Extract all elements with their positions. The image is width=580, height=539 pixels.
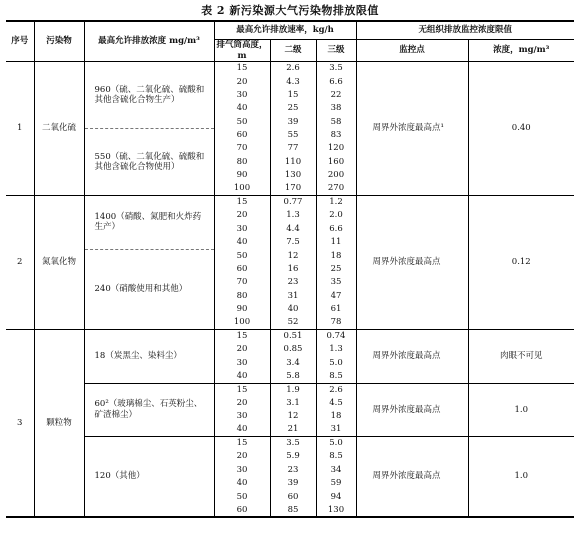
level3-rate-cell: 130 (316, 504, 356, 517)
stack-height-cell: 20 (214, 450, 270, 463)
level3-rate-cell: 2.0 (316, 209, 356, 222)
stack-height-cell: 15 (214, 62, 270, 75)
stack-height-cell: 50 (214, 490, 270, 503)
stack-height-cell: 100 (214, 316, 270, 329)
level2-rate-cell: 170 (270, 182, 316, 195)
col-seq-header: 序号 (6, 21, 34, 62)
monitor-point-cell: 周界外浓度最高点 (356, 330, 468, 384)
stack-height-cell: 50 (214, 249, 270, 262)
stack-height-cell: 80 (214, 289, 270, 302)
level3-rate-cell: 120 (316, 142, 356, 155)
concentration-cell: 肉眼不可见 (499, 351, 543, 362)
level3-rate-cell: 34 (316, 463, 356, 476)
level2-rate-cell: 5.8 (270, 370, 316, 383)
pollutant-cell: 颗粒物 (34, 330, 84, 517)
col-monitor-point-header: 监控点 (356, 40, 468, 62)
level2-rate-cell: 60 (270, 490, 316, 503)
monitor-point-cell: 周界外浓度最高点 (356, 437, 468, 517)
level2-rate-cell: 130 (270, 169, 316, 182)
stack-height-cell: 90 (214, 303, 270, 316)
level2-rate-cell: 1.9 (270, 383, 316, 396)
level2-rate-cell: 39 (270, 115, 316, 128)
level3-rate-cell: 83 (316, 129, 356, 142)
level3-rate-cell: 31 (316, 423, 356, 436)
monitor-point-cell: 周界外浓度最高点¹ (356, 62, 468, 196)
level3-rate-cell: 160 (316, 155, 356, 168)
level2-rate-cell: 15 (270, 89, 316, 102)
stack-height-cell: 30 (214, 356, 270, 369)
level2-rate-cell: 0.51 (270, 330, 316, 343)
stack-height-cell: 60 (214, 129, 270, 142)
level3-rate-cell: 94 (316, 490, 356, 503)
max-conc-cell: 60²（玻璃棉尘、石英粉尘、矿渣棉尘） (84, 383, 214, 437)
header-row-1 (6, 21, 574, 40)
level3-rate-cell: 2.6 (316, 383, 356, 396)
level2-rate-cell: 21 (270, 423, 316, 436)
seq-cell: 3 (6, 330, 34, 517)
stack-height-cell: 50 (214, 115, 270, 128)
level2-rate-cell: 85 (270, 504, 316, 517)
stack-height-cell: 20 (214, 343, 270, 356)
level3-rate-cell: 47 (316, 289, 356, 302)
concentration-cell: 1.0 (514, 471, 529, 482)
monitor-point-cell: 周界外浓度最高点 (356, 196, 468, 330)
concentration-cell: 0.40 (511, 123, 531, 134)
level2-rate-cell: 2.6 (270, 62, 316, 75)
level2-rate-cell: 52 (270, 316, 316, 329)
col-level3-header: 三级 (316, 40, 356, 62)
level2-rate-cell: 55 (270, 129, 316, 142)
level2-rate-cell: 3.4 (270, 356, 316, 369)
level2-rate-cell: 40 (270, 303, 316, 316)
level3-rate-cell: 25 (316, 263, 356, 276)
level3-rate-cell: 8.5 (316, 370, 356, 383)
table-title: 表 2 新污染源大气污染物排放限值 (201, 4, 379, 17)
level3-rate-cell: 78 (316, 316, 356, 329)
col-concentration-header: 浓度，mg/m³ (493, 45, 550, 56)
seq-cell: 2 (6, 196, 34, 330)
monitor-point-cell: 周界外浓度最高点 (356, 383, 468, 437)
stack-height-cell: 70 (214, 142, 270, 155)
level2-rate-cell: 5.9 (270, 450, 316, 463)
level2-rate-cell: 4.4 (270, 222, 316, 235)
col-max-rate-header: 最高允许排放速率，kg/h (214, 21, 356, 40)
level3-rate-cell: 5.0 (316, 356, 356, 369)
level3-rate-cell: 0.74 (316, 330, 356, 343)
stack-height-cell: 40 (214, 423, 270, 436)
level3-rate-cell: 1.3 (316, 343, 356, 356)
stack-height-cell: 60 (214, 504, 270, 517)
stack-height-cell: 20 (214, 75, 270, 88)
max-conc-cell: 550（硫、二氧化硫、硫酸和其他含硫化合物使用） (84, 129, 214, 196)
level2-rate-cell: 7.5 (270, 236, 316, 249)
col-max-conc-header: 最高允许排放浓度 mg/m³ (84, 21, 214, 62)
level3-rate-cell: 270 (316, 182, 356, 195)
level3-rate-cell: 18 (316, 249, 356, 262)
level3-rate-cell: 11 (316, 236, 356, 249)
level2-rate-cell: 12 (270, 410, 316, 423)
stack-height-cell: 100 (214, 182, 270, 195)
max-conc-cell: 120（其他） (84, 437, 214, 517)
level3-rate-cell: 35 (316, 276, 356, 289)
level2-rate-cell: 3.5 (270, 437, 316, 450)
stack-height-cell: 30 (214, 222, 270, 235)
stack-height-cell: 40 (214, 236, 270, 249)
stack-height-cell: 40 (214, 102, 270, 115)
level2-rate-cell: 0.85 (270, 343, 316, 356)
level2-rate-cell: 25 (270, 102, 316, 115)
level3-rate-cell: 6.6 (316, 222, 356, 235)
pollutant-cell: 氮氧化物 (34, 196, 84, 330)
level2-rate-cell: 4.3 (270, 75, 316, 88)
stack-height-cell: 20 (214, 209, 270, 222)
level2-rate-cell: 110 (270, 155, 316, 168)
level3-rate-cell: 4.5 (316, 397, 356, 410)
col-unorganized-header: 无组织排放监控浓度限值 (356, 21, 574, 40)
level2-rate-cell: 39 (270, 477, 316, 490)
stack-height-cell: 40 (214, 370, 270, 383)
level2-rate-cell: 77 (270, 142, 316, 155)
level3-rate-cell: 61 (316, 303, 356, 316)
concentration-cell: 1.0 (514, 404, 529, 415)
level3-rate-cell: 59 (316, 477, 356, 490)
level3-rate-cell: 3.5 (316, 62, 356, 75)
stack-height-cell: 15 (214, 196, 270, 209)
max-conc-cell: 1400（硝酸、氮肥和火炸药生产） (84, 196, 214, 250)
col-stack-height-header: 排气筒高度，m (214, 40, 270, 62)
stack-height-cell: 40 (214, 477, 270, 490)
stack-height-cell: 90 (214, 169, 270, 182)
level2-rate-cell: 23 (270, 276, 316, 289)
seq-cell: 1 (6, 62, 34, 196)
level2-rate-cell: 0.77 (270, 196, 316, 209)
level3-rate-cell: 1.2 (316, 196, 356, 209)
stack-height-cell: 30 (214, 89, 270, 102)
stack-height-cell: 15 (214, 383, 270, 396)
stack-height-cell: 15 (214, 330, 270, 343)
level2-rate-cell: 3.1 (270, 397, 316, 410)
level3-rate-cell: 5.0 (316, 437, 356, 450)
col-pollutant-header: 污染物 (34, 21, 84, 62)
level2-rate-cell: 1.3 (270, 209, 316, 222)
level2-rate-cell: 23 (270, 463, 316, 476)
level3-rate-cell: 8.5 (316, 450, 356, 463)
level3-rate-cell: 6.6 (316, 75, 356, 88)
level3-rate-cell: 58 (316, 115, 356, 128)
level3-rate-cell: 18 (316, 410, 356, 423)
col-level2-header: 二级 (270, 40, 316, 62)
stack-height-cell: 80 (214, 155, 270, 168)
pollutant-cell: 二氧化硫 (34, 62, 84, 196)
stack-height-cell: 60 (214, 263, 270, 276)
level2-rate-cell: 31 (270, 289, 316, 302)
level2-rate-cell: 12 (270, 249, 316, 262)
level3-rate-cell: 38 (316, 102, 356, 115)
max-conc-cell: 960（硫、二氧化硫、硫酸和其他含硫化合物生产） (84, 62, 214, 129)
max-conc-cell: 18（炭黑尘、染料尘） (84, 330, 214, 384)
max-conc-cell: 240（硝酸使用和其他） (84, 249, 214, 329)
stack-height-cell: 30 (214, 410, 270, 423)
stack-height-cell: 20 (214, 397, 270, 410)
level3-rate-cell: 22 (316, 89, 356, 102)
emission-limits-table (6, 20, 574, 518)
concentration-cell: 0.12 (511, 257, 531, 268)
stack-height-cell: 15 (214, 437, 270, 450)
level3-rate-cell: 200 (316, 169, 356, 182)
stack-height-cell: 70 (214, 276, 270, 289)
stack-height-cell: 30 (214, 463, 270, 476)
level2-rate-cell: 16 (270, 263, 316, 276)
